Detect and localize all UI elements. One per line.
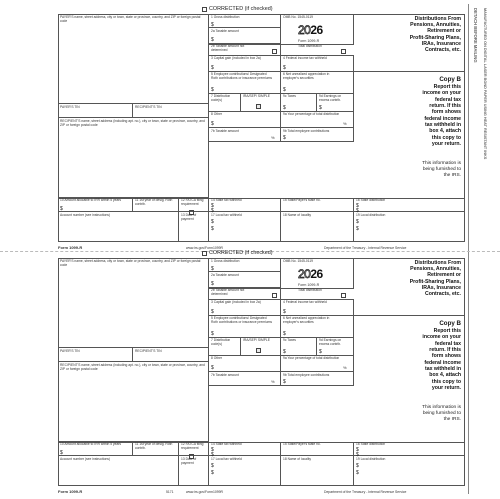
- report-lines-line: form shows: [431, 109, 461, 116]
- box2a-dollar: $: [211, 281, 214, 287]
- footer-url: www.irs.gov/Form1099R: [186, 246, 223, 250]
- report-lines-line: return. If this: [429, 103, 461, 110]
- title-lines-line: Profit-Sharing Plans,: [409, 278, 461, 285]
- box17-label: 17 Local tax withheld: [211, 213, 242, 217]
- box6-label: 6 Net unrealized appreciation in employer's securities: [283, 72, 330, 80]
- box9b-dollar: $: [283, 135, 286, 141]
- box1-dollar: $: [211, 266, 214, 272]
- box-9c-dollar: $: [283, 349, 286, 355]
- title-lines-line: Retirement or: [427, 28, 461, 35]
- box4-dollar: $: [283, 309, 286, 315]
- report-lines-line: income on your: [422, 334, 461, 341]
- box-9d-label: 9d Earnings on excess contrib.: [319, 338, 342, 346]
- box16-label: 16 State distribution: [356, 442, 386, 446]
- box-9d-label: 9d Earnings on excess contrib.: [319, 94, 342, 102]
- box11-label: 11 1st year of desig. Roth contrib.: [135, 442, 173, 450]
- omb-number: OMB No. 1545-0119: [283, 259, 313, 263]
- report-lines-line: federal income: [424, 115, 461, 122]
- box7-ira-label: IRA/SEP/ SIMPLE: [243, 338, 270, 342]
- box16-dollar: $: [356, 203, 359, 209]
- corrected-checkbox[interactable]: [202, 251, 207, 256]
- corrected-label: CORRECTED (if checked): [209, 6, 273, 12]
- box5-dollar: $: [211, 331, 214, 337]
- box19-dollar: $: [356, 219, 359, 225]
- box16-dollar-2: $: [356, 208, 359, 214]
- box5-label: 5 Employee contributions/ Designated Roth contributions or insurance premiums: [211, 72, 273, 80]
- info-lines-line: the IRS.: [443, 416, 461, 422]
- box-7b-label: 7b Taxable amount: [211, 129, 239, 133]
- box4-label: 4 Federal income tax withheld: [283, 300, 327, 304]
- box-9c-label: 9c Taxes: [283, 94, 296, 98]
- box19-dollar: $: [356, 463, 359, 469]
- form-number-label: Form 1099-R: [298, 39, 320, 43]
- box2b-label: 2b Taxable amount not determined: [211, 44, 245, 52]
- report-lines-line: box 4, attach: [429, 128, 461, 135]
- corrected-label: CORRECTED (if checked): [209, 250, 273, 256]
- box-7b-percent: %: [271, 379, 275, 384]
- perforation-line: [468, 4, 469, 494]
- recipient-tin-label: RECIPIENT'S TIN: [135, 349, 162, 353]
- report-lines-line: return. If this: [429, 347, 461, 354]
- box10-label: 10 Amount allocable to IRR within 5 years: [60, 198, 122, 202]
- account-number-label: Account number (see instructions): [60, 213, 111, 217]
- side-text-manufactured: MANUFACTURED ON DIGITAL LASER BOND PAPER USING HEAT RESISTANT INKS: [483, 8, 487, 160]
- box2b-not-determined-checkbox[interactable]: [272, 293, 277, 298]
- report-lines-line: box 4, attach: [429, 372, 461, 379]
- box7-ira-label: IRA/SEP/ SIMPLE: [243, 94, 270, 98]
- report-lines-line: Report this: [433, 84, 461, 90]
- payer-info-box: [58, 258, 209, 348]
- info-lines-line: being furnished to: [422, 166, 461, 172]
- copy-label: Copy B: [439, 76, 461, 83]
- box14-label: 14 State tax withheld: [211, 198, 242, 202]
- footer-form-number: Form 1099-R: [58, 489, 83, 494]
- box10-label: 10 Amount allocable to IRR within 5 years: [60, 442, 122, 446]
- box5-label: 5 Employee contributions/ Designated Roth contributions or insurance premiums: [211, 316, 273, 324]
- box-9d-dollar: $: [319, 349, 322, 355]
- box9a-percent: %: [343, 365, 347, 370]
- box2a-label: 2a Taxable amount: [211, 29, 239, 33]
- box14-dollar-2: $: [211, 208, 214, 214]
- payer-info-box: [58, 14, 209, 104]
- recipient-tin-label: RECIPIENT'S TIN: [135, 105, 162, 109]
- report-lines-line: federal income: [424, 359, 461, 366]
- irs-notice: [422, 405, 461, 423]
- recipient-name-label: RECIPIENT'S name, street address (including apt. no.), city or town, state or province, country, and ZIP or foreign postal code: [60, 363, 205, 371]
- tax-year: 2026: [298, 267, 323, 281]
- box2b-label: 2b Taxable amount not determined: [211, 288, 245, 296]
- title-lines-line: IRAs, Insurance: [421, 40, 461, 47]
- footer-cat-number: 5171: [166, 490, 174, 494]
- box14-dollar-2: $: [211, 452, 214, 458]
- payer-info-label: PAYER'S name, street address, city or town, state or province, country, and ZIP or foreign postal code: [60, 259, 201, 267]
- box6-label: 6 Net unrealized appreciation in employer's securities: [283, 316, 330, 324]
- title-lines-line: Contracts, etc.: [424, 291, 461, 298]
- corrected-checkbox[interactable]: [202, 7, 207, 12]
- box-9d-dollar: $: [319, 105, 322, 111]
- box18-label: 18 Name of locality: [283, 213, 312, 217]
- info-lines-line: being furnished to: [422, 410, 461, 416]
- report-lines-line: form shows: [431, 353, 461, 360]
- box8-label: 8 Other: [211, 356, 222, 360]
- info-lines-line: This information is: [422, 161, 461, 166]
- box9a-label: 9a Your percentage of total distribution: [283, 356, 340, 360]
- payer-tin-label: PAYER'S TIN: [60, 105, 80, 109]
- report-lines-line: income on your: [422, 90, 461, 97]
- form-number-label: Form 1099-R: [298, 283, 320, 287]
- box-7b-label: 7b Taxable amount: [211, 373, 239, 377]
- info-lines-line: the IRS.: [443, 172, 461, 178]
- box2a-label: 2a Taxable amount: [211, 273, 239, 277]
- box19-dollar-2: $: [356, 470, 359, 476]
- title-lines-line: Retirement or: [427, 272, 461, 279]
- box1-label: 1 Gross distribution: [211, 259, 240, 263]
- box17-dollar: $: [211, 463, 214, 469]
- report-lines-line: federal tax: [435, 340, 461, 347]
- info-lines-line: This information is: [422, 405, 461, 410]
- form-1099r-top: [58, 6, 465, 250]
- title-lines-line: Distributions From: [414, 16, 461, 22]
- box19-label: 19 Local distribution: [356, 213, 386, 217]
- box1-label: 1 Gross distribution: [211, 15, 240, 19]
- box17-dollar-2: $: [211, 226, 214, 232]
- box12-label: 12 FATCA filing requirement: [181, 442, 204, 450]
- box6-dollar: $: [283, 331, 286, 337]
- form-title: [410, 260, 461, 297]
- box-7b-percent: %: [271, 135, 275, 140]
- box2a-dollar: $: [211, 37, 214, 43]
- box2b-total-label: Total distribution: [298, 288, 322, 292]
- box2b-total-checkbox[interactable]: [341, 49, 346, 54]
- report-lines-line: your return.: [431, 385, 461, 392]
- box16-label: 16 State distribution: [356, 198, 386, 202]
- box10-dollar: $: [60, 450, 63, 456]
- box9a-label: 9a Your percentage of total distribution: [283, 112, 340, 116]
- box16-dollar-2: $: [356, 452, 359, 458]
- box15-label: 15 State/Payer's state no.: [283, 198, 321, 202]
- title-lines-line: Distributions From: [414, 260, 461, 266]
- report-instructions: [422, 84, 461, 147]
- footer-department: Department of the Treasury - Internal Revenue Service: [324, 490, 407, 494]
- box11-label: 11 1st year of desig. Roth contrib.: [135, 198, 173, 206]
- footer-department: Department of the Treasury - Internal Revenue Service: [324, 246, 407, 250]
- title-lines-line: IRAs, Insurance: [421, 284, 461, 291]
- report-lines-line: tax withheld in: [424, 122, 461, 129]
- recipient-name-box[interactable]: [58, 118, 209, 198]
- report-lines-line: this copy to: [431, 378, 461, 385]
- title-lines-line: Pensions, Annuities,: [410, 266, 461, 273]
- box5-dollar: $: [211, 87, 214, 93]
- payer-tin-label: PAYER'S TIN: [60, 349, 80, 353]
- box4-dollar: $: [283, 65, 286, 71]
- box15-label: 15 State/Payer's state no.: [283, 442, 321, 446]
- form-1099r-bottom: [58, 250, 465, 494]
- box9b-label: 9b Total employee contributions: [283, 129, 330, 133]
- report-lines-line: your return.: [431, 141, 461, 148]
- box8-dollar: $: [211, 365, 214, 371]
- box14-dollar: $: [211, 447, 214, 453]
- box16-dollar: $: [356, 447, 359, 453]
- box7-ira-checkbox[interactable]: [256, 104, 261, 109]
- box1-dollar: $: [211, 22, 214, 28]
- title-lines-line: Pensions, Annuities,: [410, 22, 461, 29]
- box4-label: 4 Federal income tax withheld: [283, 56, 327, 60]
- box14-dollar: $: [211, 203, 214, 209]
- box19-dollar-2: $: [356, 226, 359, 232]
- report-lines-line: this copy to: [431, 134, 461, 141]
- payer-info-label: PAYER'S name, street address, city or town, state or province, country, and ZIP or foreign postal code: [60, 15, 201, 23]
- footer-form-number: Form 1099-R: [58, 245, 83, 250]
- box13-label: 13 Date of payment: [181, 213, 197, 221]
- report-lines-line: federal tax: [435, 96, 461, 103]
- box7-label: 7 Distribution code(s): [211, 338, 231, 346]
- box-9c-label: 9c Taxes: [283, 338, 296, 342]
- box13-label: 13 Date of payment: [181, 457, 197, 465]
- box2b-total-label: Total distribution: [298, 44, 322, 48]
- box17-dollar: $: [211, 219, 214, 225]
- box8-dollar: $: [211, 121, 214, 127]
- report-lines-line: tax withheld in: [424, 366, 461, 373]
- tax-year: 2026: [298, 23, 323, 37]
- title-lines-line: Profit-Sharing Plans,: [409, 34, 461, 41]
- copy-label: Copy B: [439, 320, 461, 327]
- footer-url: www.irs.gov/Form1099R: [186, 490, 223, 494]
- box2b-total-checkbox[interactable]: [341, 293, 346, 298]
- side-text-detach: DETACH BEFORE MAILING: [473, 8, 478, 63]
- title-lines-line: Contracts, etc.: [424, 47, 461, 54]
- form-title: [410, 16, 461, 53]
- box19-label: 19 Local distribution: [356, 457, 386, 461]
- box3-dollar: $: [211, 309, 214, 315]
- omb-number: OMB No. 1545-0119: [283, 15, 313, 19]
- box9b-label: 9b Total employee contributions: [283, 373, 330, 377]
- box17-label: 17 Local tax withheld: [211, 457, 242, 461]
- recipient-name-box[interactable]: [58, 362, 209, 442]
- box17-dollar-2: $: [211, 470, 214, 476]
- box7-ira-checkbox[interactable]: [256, 348, 261, 353]
- box8-label: 8 Other: [211, 112, 222, 116]
- box12-label: 12 FATCA filing requirement: [181, 198, 204, 206]
- box6-dollar: $: [283, 87, 286, 93]
- box9b-dollar: $: [283, 379, 286, 385]
- report-instructions: [422, 328, 461, 391]
- report-lines-line: Report this: [433, 328, 461, 334]
- box3-dollar: $: [211, 65, 214, 71]
- box10-dollar: $: [60, 206, 63, 212]
- box3-label: 3 Capital gain (included in box 2a): [211, 300, 261, 304]
- box14-label: 14 State tax withheld: [211, 442, 242, 446]
- account-number-label: Account number (see instructions): [60, 457, 111, 461]
- box9a-percent: %: [343, 121, 347, 126]
- box3-label: 3 Capital gain (included in box 2a): [211, 56, 261, 60]
- recipient-name-label: RECIPIENT'S name, street address (including apt. no.), city or town, state or province, country, and ZIP or foreign postal code: [60, 119, 205, 127]
- box2b-not-determined-checkbox[interactable]: [272, 49, 277, 54]
- box7-label: 7 Distribution code(s): [211, 94, 231, 102]
- box18-label: 18 Name of locality: [283, 457, 312, 461]
- irs-notice: [422, 161, 461, 179]
- box-9c-dollar: $: [283, 105, 286, 111]
